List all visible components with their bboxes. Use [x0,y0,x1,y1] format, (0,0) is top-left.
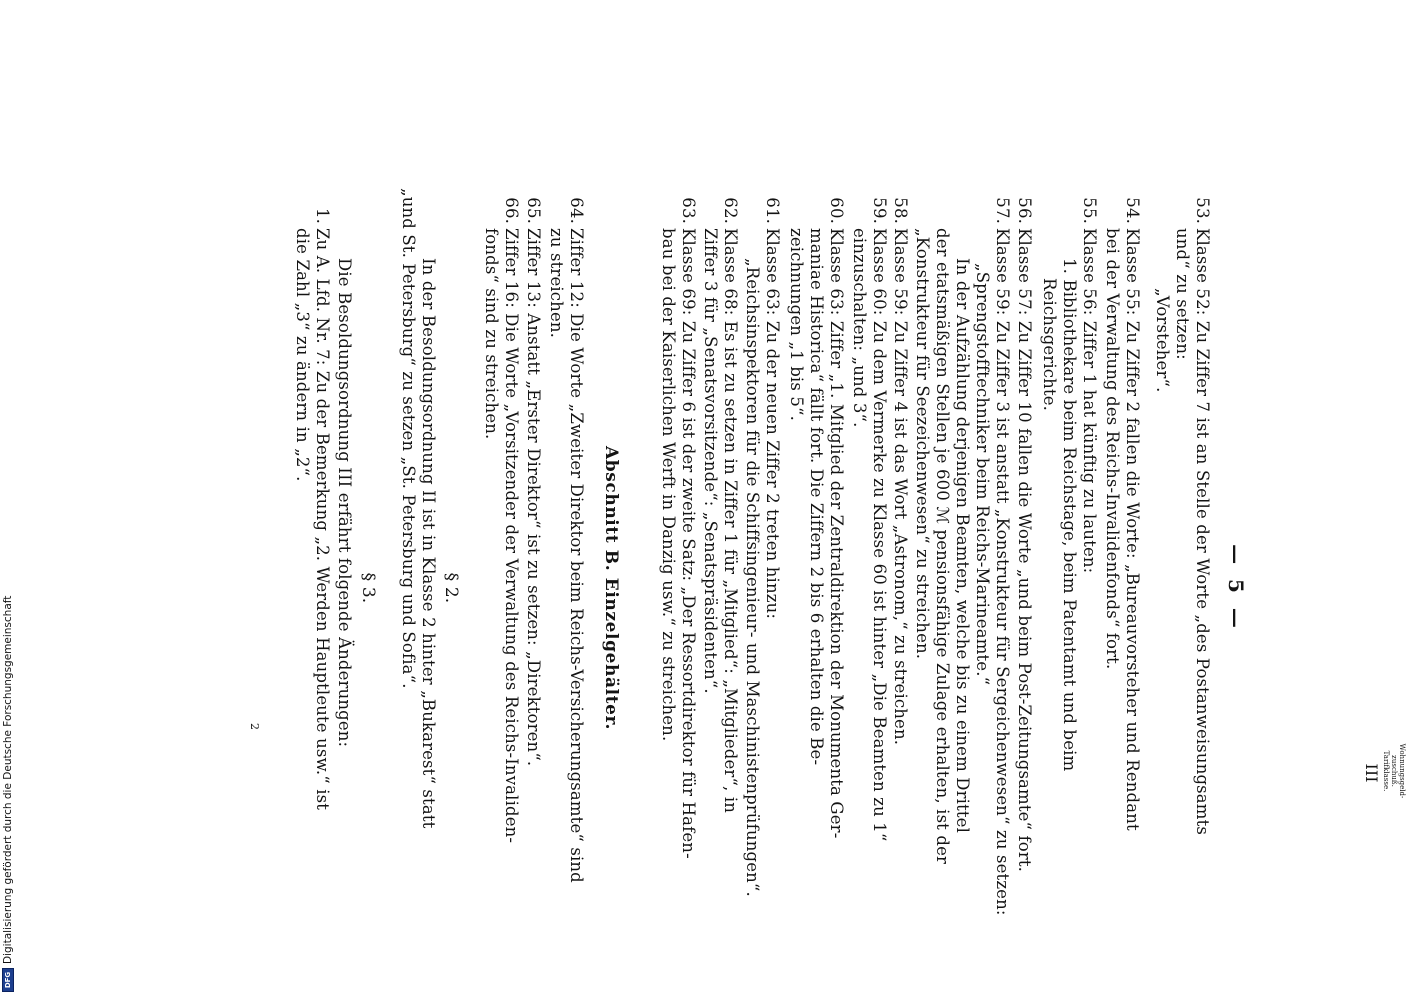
item-text: Klasse 59: Zu Ziffer 3 ist anstatt „Konstrukteur für Sergeichenwesen“ zu setzen: [993,228,1012,916]
item-text: Ziffer 16: Die Worte „Vorsitzender der Verwaltung des Reichs-Invaliden- [502,228,521,844]
item-continuation: zeichnungen „1 bis 5“. [787,228,806,422]
item-continuation: „Vorsteher“. [1153,288,1172,393]
item-continuation: zu streichen. [547,228,566,339]
item-text: Klasse 59: Zu Ziffer 4 ist das Wort „Astronom,“ zu streichen. [891,228,910,746]
item-continuation: „Sprengstofftechniker beim Reichs-Marineamte.“ [973,263,992,686]
item-text: Klasse 55: Zu Ziffer 2 fallen die Worte: „Bureauvorsteher und Rendant [1123,228,1142,831]
paragraph-heading: § 3. [358,572,378,604]
item-continuation: bei der Verwaltung des Reichs-Invalidenfonds“ fort. [1103,228,1122,670]
footer-text: Digitalisierung gefördert durch die Deutsche Forschungsgemeinschaft [2,595,14,964]
item-text: Klasse 57: Zu Ziffer 10 fallen die Worte „und beim Post-Zeitungsamte“ fort. [1015,228,1034,873]
item-continuation: maniae Historica“ fällt fort. Die Ziffern 2 bis 6 erhalten die Be- [807,228,826,766]
item-number: 54. [1123,197,1142,224]
item-text: Klasse 68: Es ist zu setzen in Ziffer 1 für „Mitglied“: „Mitglieder“, in [721,228,740,814]
item-text: Zu A. Lfd. Nr. 7: Zu der Bemerkung „2. Werden Hauptleute usw.“ ist [313,228,332,811]
item-number: 64. [567,197,586,224]
margin-class-number: III [1362,763,1381,783]
page-number: — 5 — [1224,544,1248,632]
item-number: 62. [721,197,740,224]
item-text: Klasse 56: Ziffer 1 hat künftig zu lauten: [1080,228,1099,574]
item-continuation: Reichsgerichte. [1040,278,1059,412]
item-continuation: bau bei der Kaiserlichen Werft in Danzig usw.“ zu streichen. [659,228,678,742]
paragraph-text: „und St. Petersburg“ zu setzen „St. Petersburg und Sofia“. [399,188,418,689]
item-number: 58. [891,197,910,224]
item-number: 53. [1193,197,1212,224]
item-number: 60. [827,197,846,224]
item-continuation: „Konstrukteur für Seezeichenwesen“ zu streichen. [913,228,932,660]
item-text: Klasse 69: Zu Ziffer 6 ist der zweite Satz: „Der Ressortdirektor für Hafen- [679,228,698,859]
margin-note-line: Wohnungsgeld- [1398,743,1406,799]
stray-mark: 2 [248,723,261,730]
margin-note-line: zuschuß. [1390,755,1398,787]
section-heading: Abschnitt B. Einzelgehälter. [601,445,621,731]
item-text: Klasse 63: Ziffer „1. Mitglied der Zentraldirektion der Monumenta Ger- [827,228,846,839]
item-continuation: „Reichsinspektoren für die Schiffsingenieur- und Maschinistenprüfungen“. [743,258,762,897]
item-number: 55. [1080,197,1099,224]
item-continuation: einzuschalten: „und 3“. [850,228,869,428]
paragraph-text: Die Besoldungsordnung III erfährt folgende Änderungen: [335,258,354,748]
item-text: Klasse 52: Zu Ziffer 7 ist an Stelle der Worte „des Postanweisungsamts [1193,228,1212,835]
margin-note [1382,736,1406,806]
item-number: 1. [313,207,332,224]
item-text: Klasse 60: Zu dem Vermerke zu Klasse 60 ist hinter „Die Beamten zu 1“ [870,228,889,842]
item-continuation: 1. Bibliothekare beim Reichstage, beim Patentamt und beim [1060,258,1079,772]
dfg-logo: DFG [2,968,14,992]
item-number: 56. [1015,197,1034,224]
item-text: Ziffer 13: Anstatt „Erster Direktor“ ist zu setzen: „Direktoren“. [524,228,543,767]
item-continuation: Ziffer 3 für „Senatsvorsitzende“: „Senatspräsidenten“. [701,228,720,694]
paragraph-heading: § 2. [441,572,461,604]
item-number: 63. [679,197,698,224]
item-text: Ziffer 12: Die Worte „Zweiter Direktor beim Reichs-Versicherungsamte“ sind [567,228,586,883]
item-text: Klasse 63: Zu der neuen Ziffer 2 treten hinzu: [763,228,782,620]
item-continuation: In der Aufzählung derjenigen Beamten, welche bis zu einem Drittel [953,258,972,834]
item-number: 65. [524,197,543,224]
item-continuation: die Zahl „3“ zu ändern in „2“. [293,228,312,482]
item-continuation: der etatsmäßigen Stellen je 600 ℳ pensionsfähige Zulage erhalten, ist der [933,228,952,865]
item-number: 57. [993,197,1012,224]
margin-note-line: Tarifklasse. [1382,750,1390,792]
item-number: 61. [763,197,782,224]
rotated-document-body [136,188,1406,988]
item-continuation: fonds“ sind zu streichen. [482,228,501,440]
item-number: 59. [870,197,889,224]
paragraph-text: In der Besoldungsordnung II ist in Klasse 2 hinter „Bukarest“ statt [419,258,438,829]
item-number: 66. [502,197,521,224]
item-continuation: und“ zu setzen: [1173,228,1192,360]
digitization-footer [2,2,16,992]
